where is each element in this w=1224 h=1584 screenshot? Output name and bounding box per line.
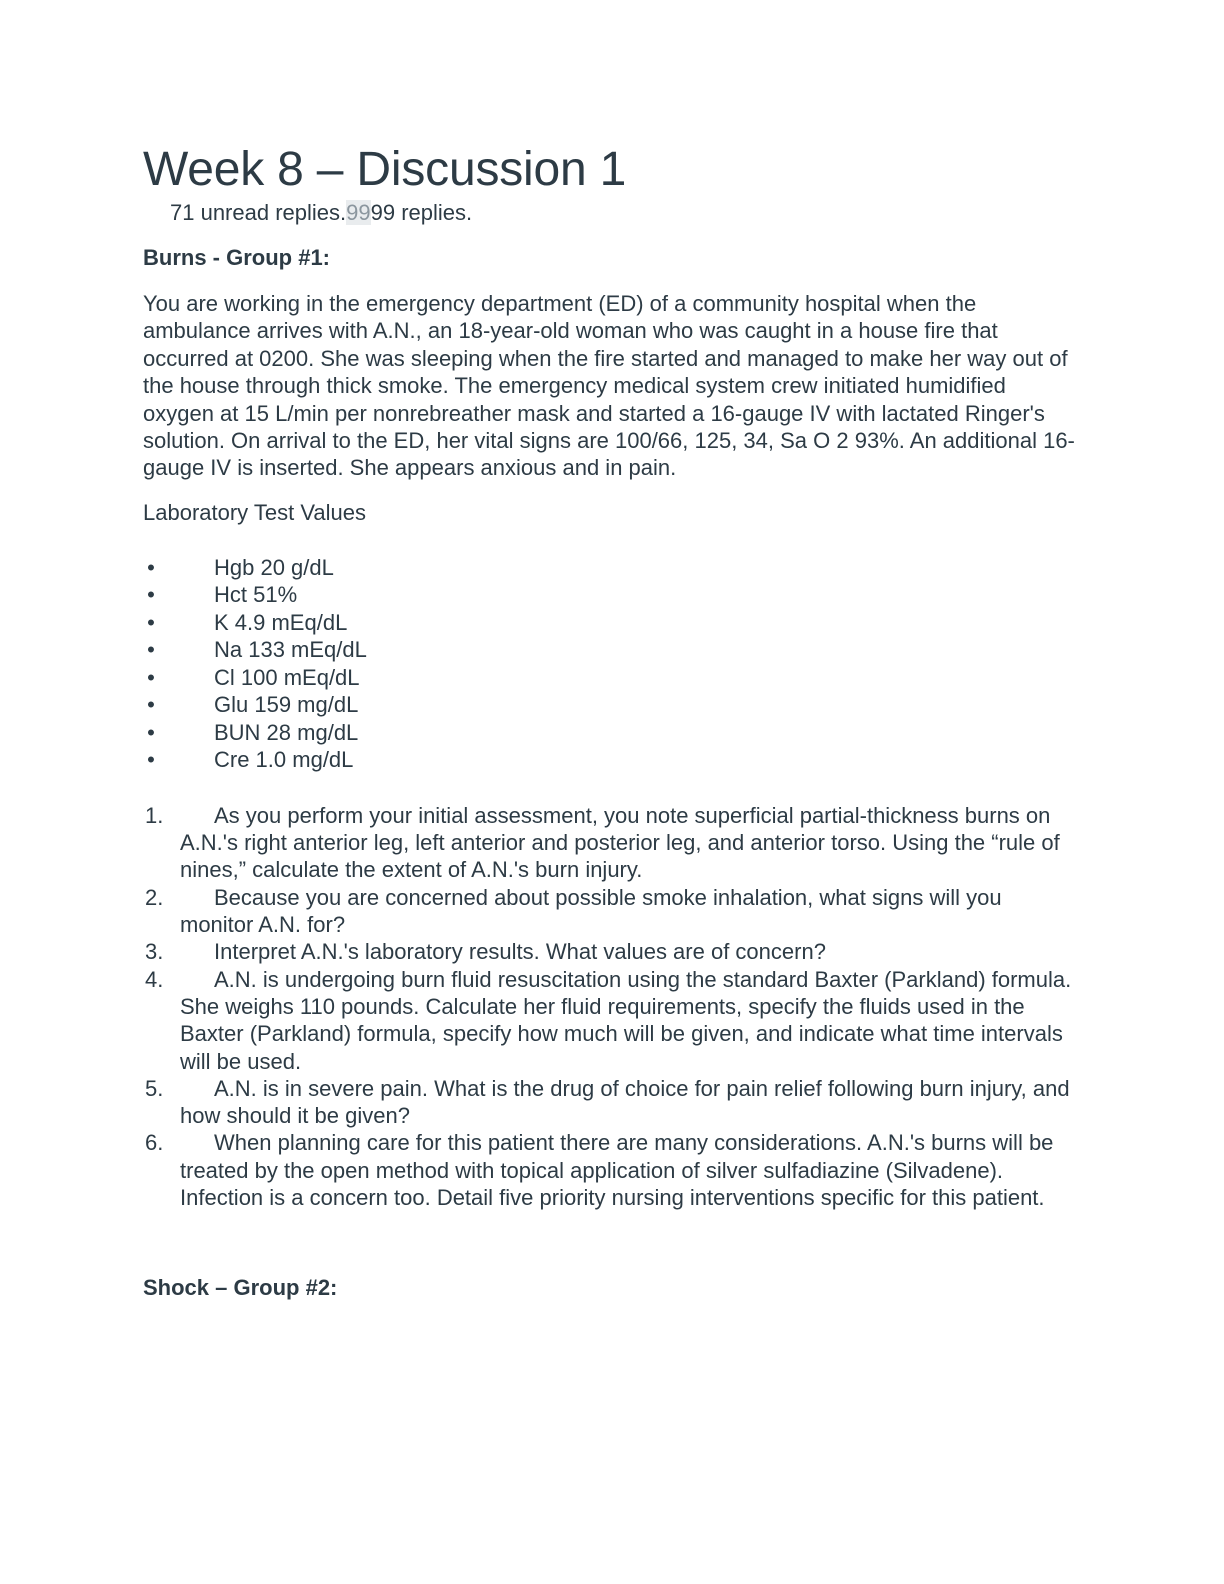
page-title: Week 8 – Discussion 1: [143, 143, 627, 196]
question-item: [143, 884, 1078, 939]
lab-values-title: Laboratory Test Values: [143, 499, 366, 525]
group1-heading: Burns - Group #1:: [143, 245, 331, 270]
lab-value: Hgb 20 g/dL: [214, 554, 334, 580]
lab-value: Na 133 mEq/dL: [214, 637, 367, 663]
bullet: •: [147, 554, 155, 580]
question-text: Because you are concerned about possible smoke inhalation, what signs will you monitor A.N. for?: [180, 884, 1002, 938]
lab-values-list: [143, 554, 1078, 774]
lab-value: Cre 1.0 mg/dL: [214, 747, 354, 773]
bullet: •: [147, 609, 155, 635]
question-number: 6.: [145, 1130, 164, 1156]
bullet: •: [147, 637, 155, 663]
total-replies-text: 99 replies.: [370, 200, 473, 225]
question-item: [143, 1129, 1078, 1211]
list-item: [143, 636, 1078, 664]
question-text: A.N. is undergoing burn fluid resuscitation using the standard Baxter (Parkland) formula. She weighs 110 pounds. Calculate her fluid requirements, specify the fluids used in the Baxter (Parkland) formula, specify how much will be given, and indicate what time intervals will be used.: [180, 966, 1072, 1074]
question-number: 1.: [145, 802, 164, 828]
lab-value: Cl 100 mEq/dL: [214, 664, 360, 690]
lab-value: Glu 159 mg/dL: [214, 692, 359, 718]
reply-count-highlight: 99: [346, 200, 371, 225]
question-item: [143, 1075, 1078, 1130]
bullet: •: [147, 747, 155, 773]
question-text: Interpret A.N.'s laboratory results. What values are of concern?: [214, 939, 826, 965]
list-item: [143, 609, 1078, 637]
group2-heading: Shock – Group #2:: [143, 1275, 338, 1301]
question-number: 3.: [145, 939, 164, 965]
question-text: As you perform your initial assessment, you note superficial partial-thickness burns on A.N.'s right anterior leg, left anterior and posterior leg, and anterior torso. Using the “rule of nines,” calculate the extent of A.N.'s burn injury.: [180, 802, 1060, 883]
list-item: [143, 554, 1078, 582]
question-item: [143, 938, 1078, 965]
document-page: [143, 140, 1078, 1301]
list-item: [143, 664, 1078, 692]
question-text: A.N. is in severe pain. What is the drug of choice for pain relief following burn injury, and how should it be given?: [180, 1075, 1070, 1129]
lab-value: Hct 51%: [214, 582, 298, 608]
list-item: [143, 719, 1078, 747]
question-number: 4.: [145, 966, 164, 992]
question-number: 5.: [145, 1075, 164, 1101]
bullet: •: [147, 719, 155, 745]
lab-value: K 4.9 mEq/dL: [214, 609, 348, 635]
list-item: [143, 581, 1078, 609]
list-item: [143, 691, 1078, 719]
question-text: When planning care for this patient there are many considerations. A.N.'s burns will be treated by the open method with topical application of silver sulfadiazine (Silvadene). Infection is a concern too. Detail five priority nursing interventions specific for this patient.: [180, 1130, 1054, 1210]
question-number: 2.: [145, 884, 164, 910]
reply-count: [170, 200, 1078, 226]
question-item: [143, 802, 1078, 884]
case-scenario: You are working in the emergency department (ED) of a community hospital when the ambulance arrives with A.N., an 18-year-old woman who was caught in a house fire that occurred at 0200. She was sleeping when the fire started and managed to make her way out of the house through thick smoke. The emergency medical system crew initiated humidified oxygen at 15 L/min per nonrebreather mask and started a 16-gauge IV with lactated Ringer's solution. On arrival to the ED, her vital signs are 100/66, 125, 34, Sa O 2 93%. An additional 16-gauge IV is inserted. She appears anxious and in pain.: [143, 291, 1075, 481]
question-item: [143, 966, 1078, 1075]
bullet: •: [147, 582, 155, 608]
lab-value: BUN 28 mg/dL: [214, 719, 359, 745]
bullet: •: [147, 664, 155, 690]
list-item: [143, 746, 1078, 774]
bullet: •: [147, 692, 155, 718]
questions-list: [143, 802, 1078, 1211]
unread-replies-text: 71 unread replies.: [170, 200, 347, 225]
